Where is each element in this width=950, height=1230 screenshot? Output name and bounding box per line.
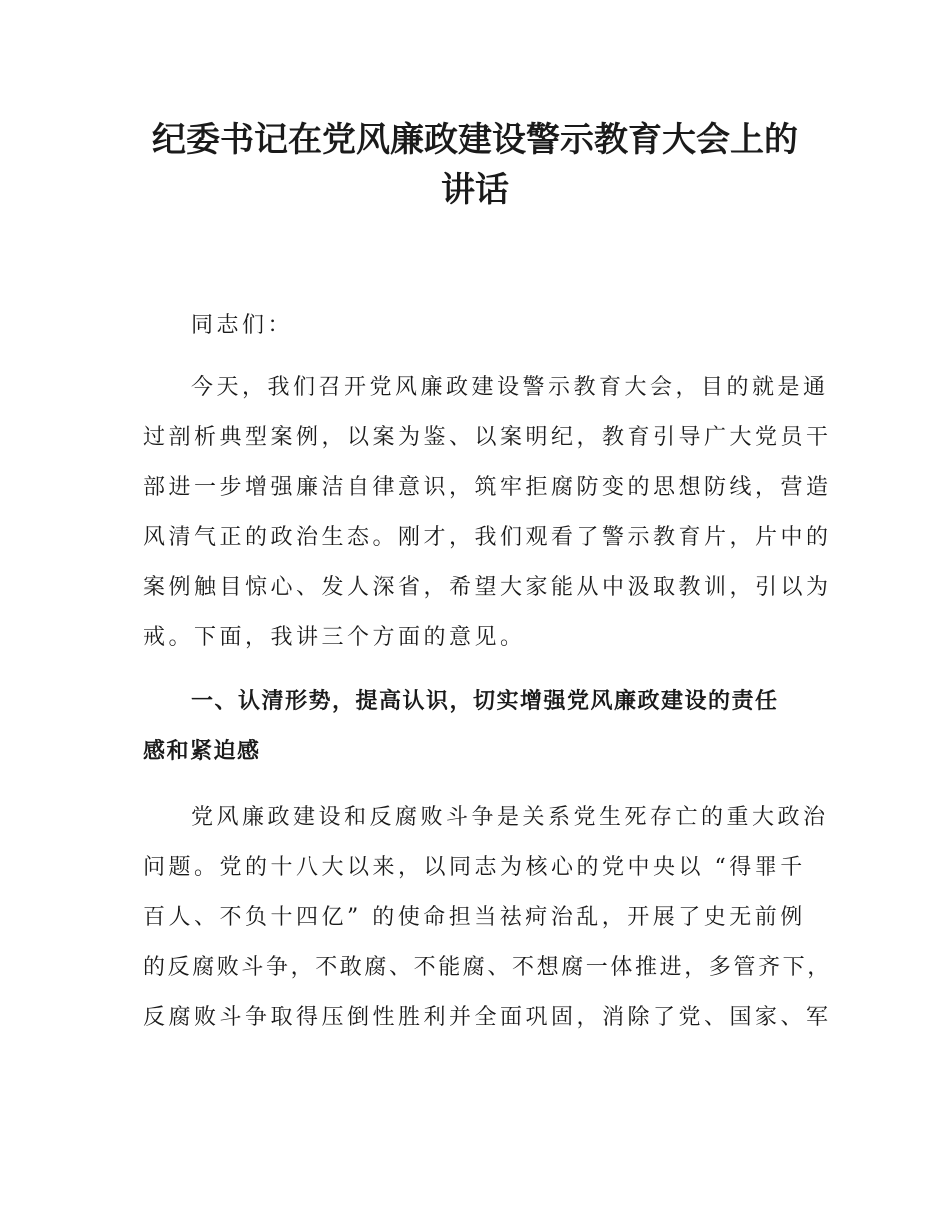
- document-title-line-2: 讲话: [441, 170, 509, 210]
- section-heading-1-line-1: 一、认清形势，提高认识，切实增强党风廉政建设的责任: [191, 689, 779, 714]
- paragraph-1-line-2: 过剖析典型案例，以案为鉴、以案明纪，教育引导广大党员干: [143, 425, 832, 450]
- paragraph-2-line-5: 反腐败斗争取得压倒性胜利并全面巩固，消除了党、国家、军: [143, 1005, 832, 1030]
- salutation: 同志们：: [191, 313, 294, 338]
- paragraph-2-line-1: 党风廉政建设和反腐败斗争是关系党生死存亡的重大政治: [191, 805, 829, 830]
- paragraph-1-line-6: 戒。下面，我讲三个方面的意见。: [143, 625, 526, 650]
- paragraph-2-line-2: 问题。党的十八大以来，以同志为核心的党中央以 “得罪千: [143, 855, 806, 880]
- paragraph-1-line-5: 案例触目惊心、发人深省，希望大家能从中汲取教训，引以为: [143, 575, 832, 600]
- paragraph-1-line-1: 今天，我们召开党风廉政建设警示教育大会，目的就是通: [191, 375, 829, 400]
- paragraph-2-line-3: 百人、不负十四亿” 的使命担当祛疴治乱，开展了史无前例: [143, 905, 806, 930]
- paragraph-1-line-3: 部进一步增强廉洁自律意识，筑牢拒腐防变的思想防线，营造: [143, 475, 832, 500]
- section-heading-1-line-2: 感和紧迫感: [143, 739, 261, 764]
- document-title-line-1: 纪委书记在党风廉政建设警示教育大会上的: [152, 120, 798, 160]
- paragraph-1-line-4: 风清气正的政治生态。刚才，我们观看了警示教育片，片中的: [143, 525, 832, 550]
- paragraph-2-line-4: 的反腐败斗争，不敢腐、不能腐、不想腐一体推进，多管齐下，: [143, 955, 832, 980]
